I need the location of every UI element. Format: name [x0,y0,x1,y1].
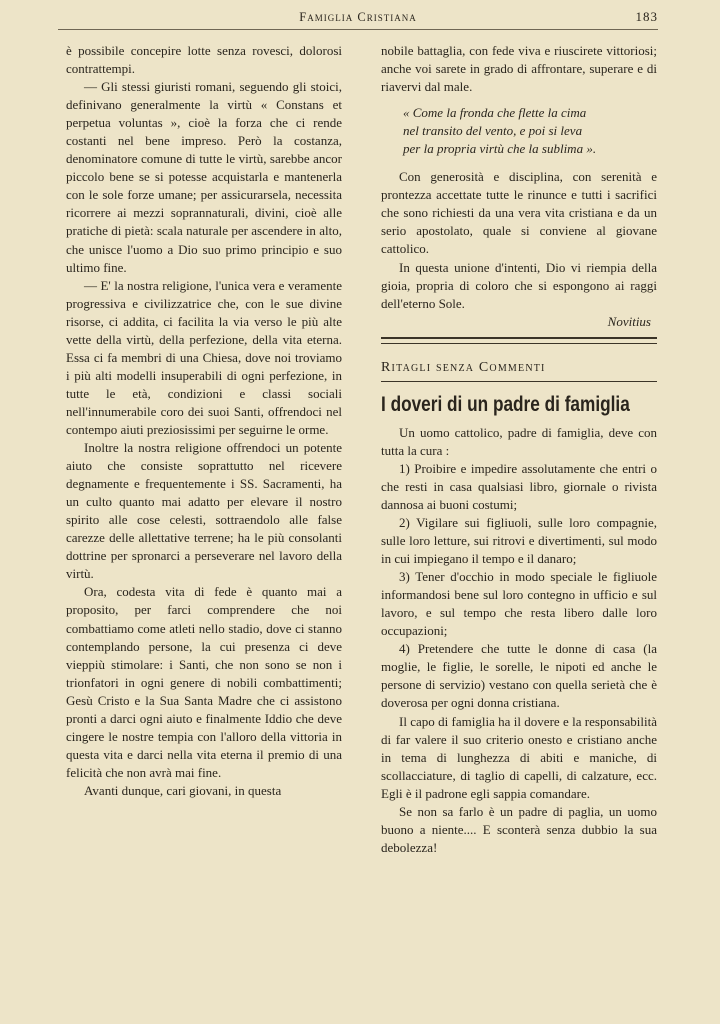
article-title: I doveri di un padre di famiglia [381,392,630,416]
quote-line-3: per la propria virtù che la sublima ». [403,141,597,157]
article-paragraph-5: 4) Pretendere che tutte le donne di casa (la moglie, le figlie, le sorelle, le nipoti ed anche le persone di servizio) vestano con quella serietà che è doverosa per ogni donna cristiana. [381,641,657,711]
left-paragraph-2: — Gli stessi giuristi romani, seguendo gli stoici, definivano generalmente la virtù « Constans et perpetua voluntas », cioè la forza che ci rende costanti nel bene impreso. Però la costanza, denominatore comune di tutte le virtù, sarebbe ancor piccolo bene se si potesse acquistarla e mantenerla con le sole forze umane; per assicurarsela, necessita ricorrere ai mezzi soprannaturali, divini, cioè alle pratiche di pietà: scala naturale per ascendere in alto, che unisce l'uomo a Dio suo primo principio e suo ultimo fine. [66,79,342,275]
continuation-paragraph: nobile battaglia, con fede viva e riuscirete vittoriosi; anche voi sarete in grado di affrontare, superare e di riavervi dal male. [381,43,657,95]
closing-paragraph-1: Con generosità e disciplina, con serenità e prontezza accettate tutte le rinunce e tutti i sacrifici che sono richiesti da una vera vita cristiana e da un serio apostolato, quale si conviene al giovane cattolico. [381,169,657,257]
quote-line-1: « Come la fronda che flette la cima [403,105,587,121]
left-paragraph-3: — E' la nostra religione, l'unica vera e veramente progressiva e civilizzatrice che, con le sue divine risorse, ci addita, ci facilita la via verso le più alte vette della virtù, della perfezione, della vita eterna. Essa ci fa membri di una Chiesa, dove noi troviamo i più alti modelli insuperabili di ogni perfezione, in tutte le età, condizioni e classi sociali nell'innumerabile coro dei suoi Santi, offrendoci nel contempo aiuti preziosissimi per seguirne le orme. [66,277,342,437]
poem-quote [403,104,657,158]
section-title: Ritagli senza Commenti [381,359,657,382]
article-paragraph-2: 1) Proibire e impedire assolutamente che entri o che resti in casa qualsiasi libro, giornale o rivista dannosa ai buoni costumi; [381,460,657,512]
page-number: 183 [635,9,658,24]
left-paragraph-1: è possibile concepire lotte senza rovesci, dolorosi contrattempi. [66,43,342,77]
page-header [58,8,658,28]
running-title: Famiglia Cristiana [299,10,417,24]
article-paragraph-6: Il capo di famiglia ha il dovere e la responsabilità di far valere il suo criterio onesto e cristiano anche in tema di lunghezza di abiti e maniche, di scollacciature, di taglio di capelli, di calzature, ecc. Egli è il padrone egli sappia comandare. [381,713,657,801]
left-paragraph-4: Inoltre la nostra religione offrendoci un potente aiuto che consiste soprattutto nel ricevere degnamente e frequentemente i SS. Sacramenti, ha un culto quanto mai adatto per elevare il nostro spirito alle cose celesti, sottraendolo alle false carezze delle allettative terrene; ha le più consolanti dottrine per spronarci a perseverare nel lavoro della virtù. [66,440,342,582]
left-paragraph-5: Ora, codesta vita di fede è quanto mai a proposito, per farci comprendere che noi combattiamo come atleti nello stadio, dove ci stanno contemplando persone, la cui presenza ci deve vieppiù stimolare: i Santi, che non sono se non i trionfatori in ogni genere di nobili combattimenti; Gesù Cristo e la Sua Santa Madre che ci assistono pronti a darci ogni aiuto e finalmente Iddio che deve cingere le nostre tempia con l'alloro della vittoria in questa vita e darci nella vita eterna il premio di una felicità che non avrà mai fine. [66,584,342,780]
quote-line-2: nel transito del vento, e poi si leva [403,123,583,139]
author-signature: Novitius [607,313,651,329]
article-paragraph-4: 3) Tener d'occhio in modo speciale le figliuole informandosi bene sul loro contegno in ufficio e sul lavoro, e sul tempo che resta libero dalle loro occupazioni; [381,569,657,639]
header-rule [58,29,658,30]
right-column [381,42,657,857]
closing-paragraph-2: In questa unione d'intenti, Dio vi riempia della gioia, propria di coloro che si espongono ai raggi dell'eterno Sole. [381,259,657,311]
article-paragraph-1: Un uomo cattolico, padre di famiglia, deve con tutta la cura : [381,424,657,458]
article-paragraph-3: 2) Vigilare sui figliuoli, sulle loro compagnie, sulle loro letture, sui ritrovi e divertimenti, sul modo in cui impiegano il tempo e il danaro; [381,514,657,567]
left-paragraph-6: Avanti dunque, cari giovani, in questa [84,782,282,798]
left-column [66,42,342,800]
article-paragraph-7: Se non sa farlo è un padre di paglia, un uomo buono a niente.... E sconterà senza dubbio la sua debolezza! [381,803,657,855]
section-divider [381,337,657,344]
